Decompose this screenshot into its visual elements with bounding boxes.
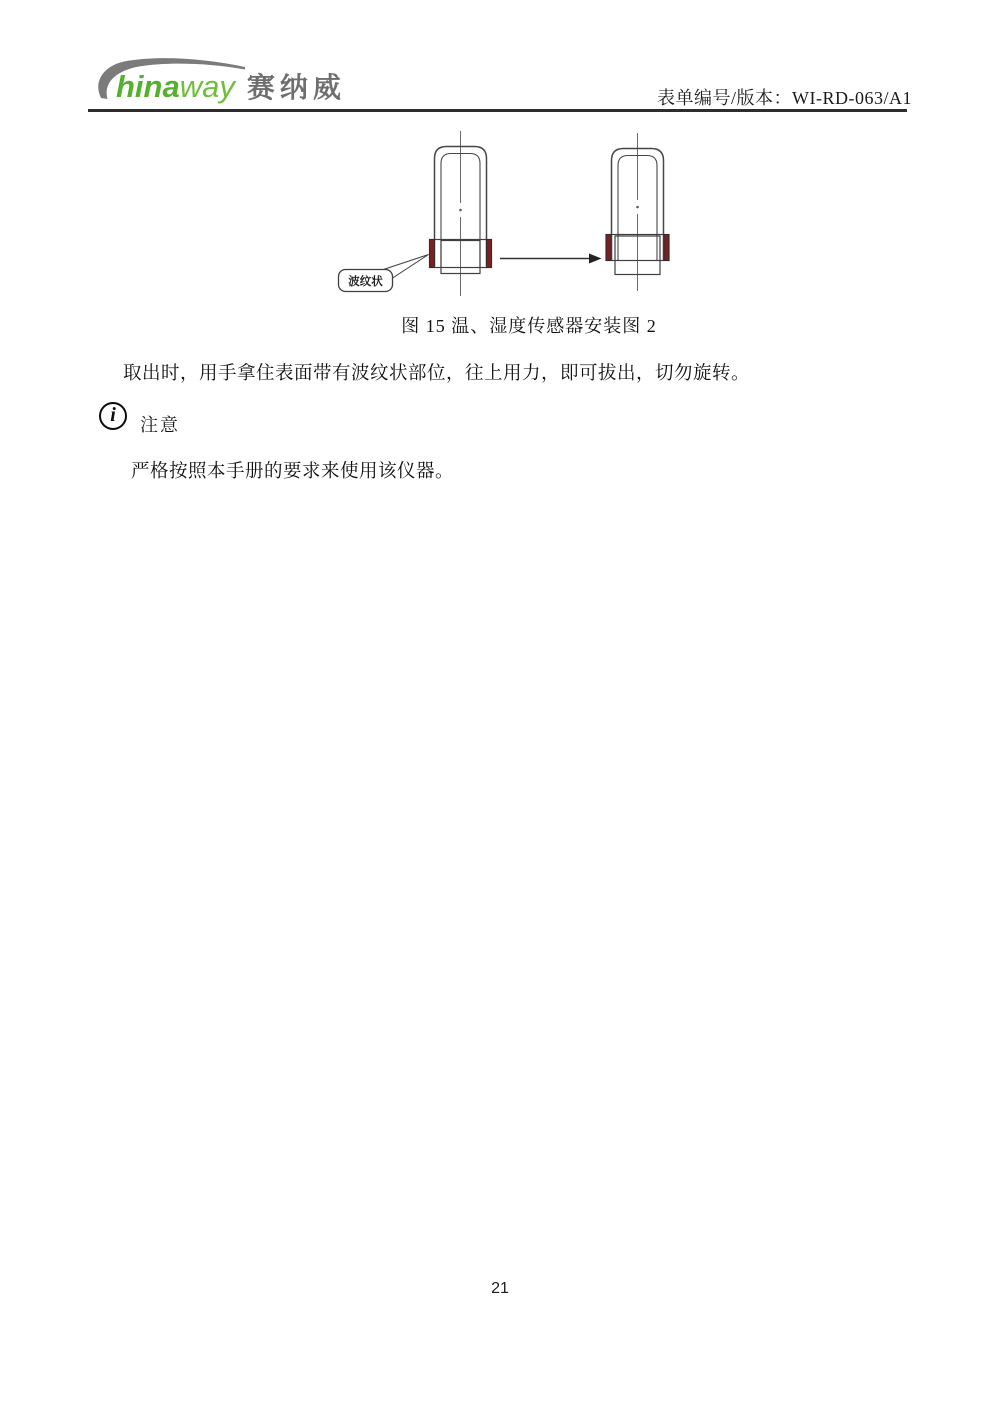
- logo-brand-latin-light: way: [179, 69, 235, 104]
- page-number: 21: [491, 1280, 509, 1297]
- logo-brand-chinese: 赛纳威: [246, 72, 346, 103]
- corrugated-band-left: [606, 235, 611, 261]
- header-rule: [88, 109, 907, 112]
- corrugated-band-right: [664, 235, 669, 261]
- logo-brand-latin-bold: hina: [116, 69, 180, 104]
- corrugated-band-right: [487, 240, 492, 268]
- logo-wordmark: [116, 66, 346, 106]
- doc-number: 表单编号/版本：WI-RD-063/A1: [657, 88, 912, 108]
- transfer-arrow: [500, 254, 602, 264]
- center-mark: [636, 206, 639, 209]
- arrow-head-icon: [589, 254, 602, 264]
- info-icon: [99, 402, 127, 430]
- figure-diagram: [330, 120, 710, 310]
- note-label: 注意: [140, 415, 180, 435]
- corrugated-band-left: [430, 240, 435, 268]
- sensor-assembly-left: [430, 131, 492, 296]
- callout-label: 波纹状: [348, 276, 383, 288]
- paragraph-usage-warning: 严格按照本手册的要求来使用该仪器。: [131, 462, 455, 482]
- paragraph-remove-instruction: 取出时，用手拿住表面带有波纹状部位，往上用力，即可拔出，切勿旋转。: [123, 364, 751, 384]
- center-mark: [459, 209, 462, 212]
- sensor-assembly-right: [606, 133, 669, 291]
- callout: [339, 255, 429, 292]
- figure-caption: 图 15 温、湿度传感器安装图 2: [401, 316, 657, 336]
- info-icon-glyph: i: [110, 404, 116, 426]
